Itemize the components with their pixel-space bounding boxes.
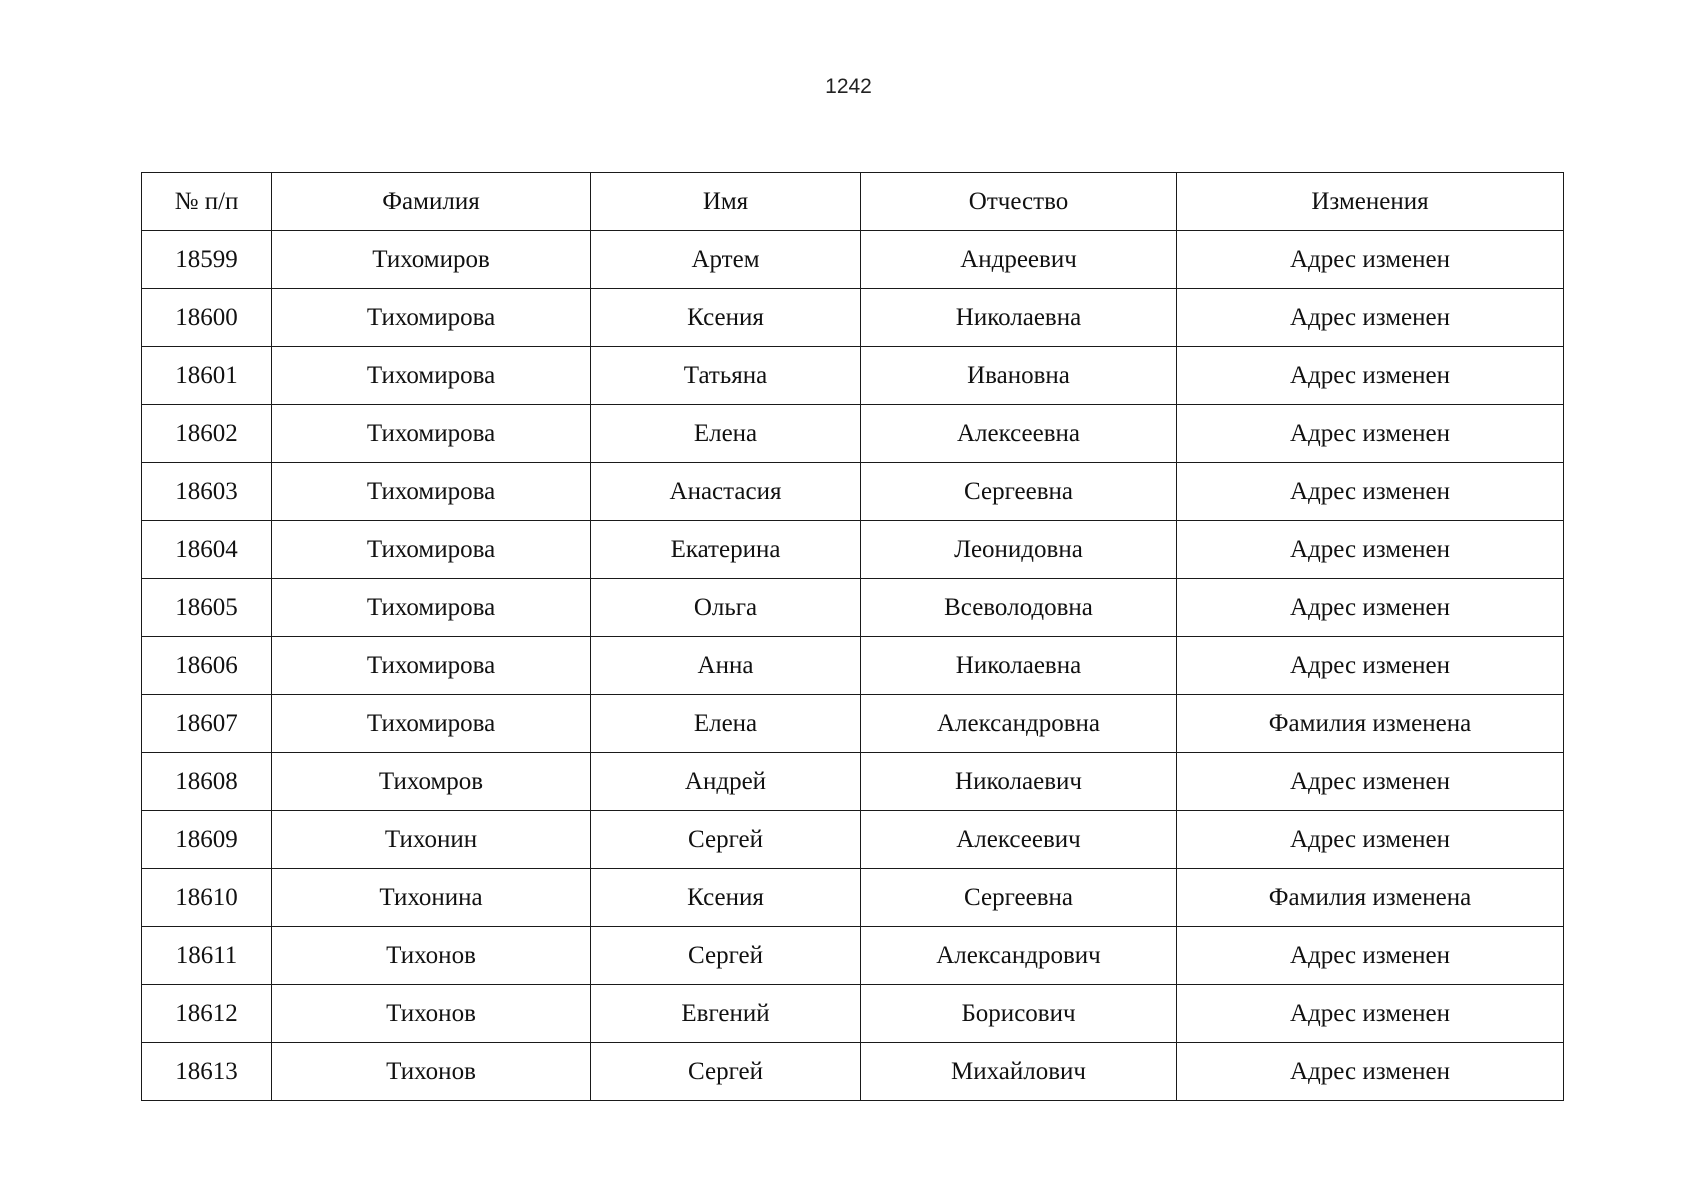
cell-changes: Адрес изменен xyxy=(1177,521,1564,579)
cell-patronymic: Всеволодовна xyxy=(861,579,1177,637)
cell-changes: Адрес изменен xyxy=(1177,289,1564,347)
cell-patronymic: Андреевич xyxy=(861,231,1177,289)
cell-surname: Тихомирова xyxy=(272,405,591,463)
cell-number: 18599 xyxy=(142,231,272,289)
table-row xyxy=(142,637,1564,695)
registry-table xyxy=(141,172,1564,1101)
cell-number: 18601 xyxy=(142,347,272,405)
cell-patronymic: Алексеевич xyxy=(861,811,1177,869)
cell-changes: Адрес изменен xyxy=(1177,579,1564,637)
cell-first-name: Анна xyxy=(591,637,861,695)
cell-patronymic: Николаевна xyxy=(861,289,1177,347)
cell-surname: Тихонин xyxy=(272,811,591,869)
cell-first-name: Ольга xyxy=(591,579,861,637)
cell-changes: Фамилия изменена xyxy=(1177,695,1564,753)
cell-surname: Тихомирова xyxy=(272,347,591,405)
cell-number: 18603 xyxy=(142,463,272,521)
cell-number: 18608 xyxy=(142,753,272,811)
cell-changes: Адрес изменен xyxy=(1177,1043,1564,1101)
cell-changes: Адрес изменен xyxy=(1177,753,1564,811)
cell-number: 18607 xyxy=(142,695,272,753)
cell-surname: Тихомирова xyxy=(272,695,591,753)
cell-changes: Адрес изменен xyxy=(1177,985,1564,1043)
cell-patronymic: Николаевна xyxy=(861,637,1177,695)
cell-first-name: Андрей xyxy=(591,753,861,811)
table-row xyxy=(142,347,1564,405)
table-row xyxy=(142,695,1564,753)
table-body xyxy=(142,231,1564,1101)
header-patronymic: Отчество xyxy=(861,173,1177,231)
cell-surname: Тихомирова xyxy=(272,463,591,521)
cell-first-name: Сергей xyxy=(591,927,861,985)
cell-number: 18611 xyxy=(142,927,272,985)
cell-surname: Тихонов xyxy=(272,985,591,1043)
cell-number: 18613 xyxy=(142,1043,272,1101)
cell-patronymic: Николаевич xyxy=(861,753,1177,811)
cell-patronymic: Сергеевна xyxy=(861,463,1177,521)
cell-first-name: Сергей xyxy=(591,811,861,869)
cell-number: 18610 xyxy=(142,869,272,927)
cell-number: 18604 xyxy=(142,521,272,579)
cell-surname: Тихонина xyxy=(272,869,591,927)
cell-surname: Тихомирова xyxy=(272,521,591,579)
cell-first-name: Елена xyxy=(591,405,861,463)
cell-first-name: Ксения xyxy=(591,289,861,347)
cell-number: 18600 xyxy=(142,289,272,347)
table-row xyxy=(142,405,1564,463)
cell-surname: Тихомров xyxy=(272,753,591,811)
cell-number: 18606 xyxy=(142,637,272,695)
cell-surname: Тихомирова xyxy=(272,289,591,347)
cell-changes: Адрес изменен xyxy=(1177,405,1564,463)
cell-first-name: Ксения xyxy=(591,869,861,927)
cell-number: 18605 xyxy=(142,579,272,637)
cell-patronymic: Ивановна xyxy=(861,347,1177,405)
cell-first-name: Евгений xyxy=(591,985,861,1043)
table-row xyxy=(142,579,1564,637)
cell-first-name: Артем xyxy=(591,231,861,289)
cell-first-name: Анастасия xyxy=(591,463,861,521)
cell-number: 18609 xyxy=(142,811,272,869)
header-first-name: Имя xyxy=(591,173,861,231)
table-row xyxy=(142,927,1564,985)
cell-surname: Тихомирова xyxy=(272,637,591,695)
cell-surname: Тихомирова xyxy=(272,579,591,637)
cell-changes: Адрес изменен xyxy=(1177,811,1564,869)
cell-surname: Тихонов xyxy=(272,927,591,985)
cell-changes: Фамилия изменена xyxy=(1177,869,1564,927)
header-changes: Изменения xyxy=(1177,173,1564,231)
cell-changes: Адрес изменен xyxy=(1177,927,1564,985)
header-surname: Фамилия xyxy=(272,173,591,231)
header-number: № п/п xyxy=(142,173,272,231)
table-row xyxy=(142,753,1564,811)
cell-patronymic: Борисович xyxy=(861,985,1177,1043)
table-row xyxy=(142,521,1564,579)
page-number: 1242 xyxy=(825,75,872,98)
cell-patronymic: Сергеевна xyxy=(861,869,1177,927)
cell-first-name: Татьяна xyxy=(591,347,861,405)
cell-first-name: Елена xyxy=(591,695,861,753)
cell-changes: Адрес изменен xyxy=(1177,463,1564,521)
cell-first-name: Сергей xyxy=(591,1043,861,1101)
table-row xyxy=(142,463,1564,521)
cell-surname: Тихомиров xyxy=(272,231,591,289)
table-row xyxy=(142,869,1564,927)
table-row xyxy=(142,289,1564,347)
cell-patronymic: Александровна xyxy=(861,695,1177,753)
cell-patronymic: Александрович xyxy=(861,927,1177,985)
cell-first-name: Екатерина xyxy=(591,521,861,579)
table-header-row xyxy=(142,173,1564,231)
cell-patronymic: Михайлович xyxy=(861,1043,1177,1101)
cell-number: 18612 xyxy=(142,985,272,1043)
cell-patronymic: Алексеевна xyxy=(861,405,1177,463)
table-row xyxy=(142,231,1564,289)
cell-changes: Адрес изменен xyxy=(1177,637,1564,695)
cell-changes: Адрес изменен xyxy=(1177,347,1564,405)
cell-surname: Тихонов xyxy=(272,1043,591,1101)
cell-number: 18602 xyxy=(142,405,272,463)
cell-patronymic: Леонидовна xyxy=(861,521,1177,579)
cell-changes: Адрес изменен xyxy=(1177,231,1564,289)
table-row xyxy=(142,985,1564,1043)
table-row xyxy=(142,811,1564,869)
table-row xyxy=(142,1043,1564,1101)
